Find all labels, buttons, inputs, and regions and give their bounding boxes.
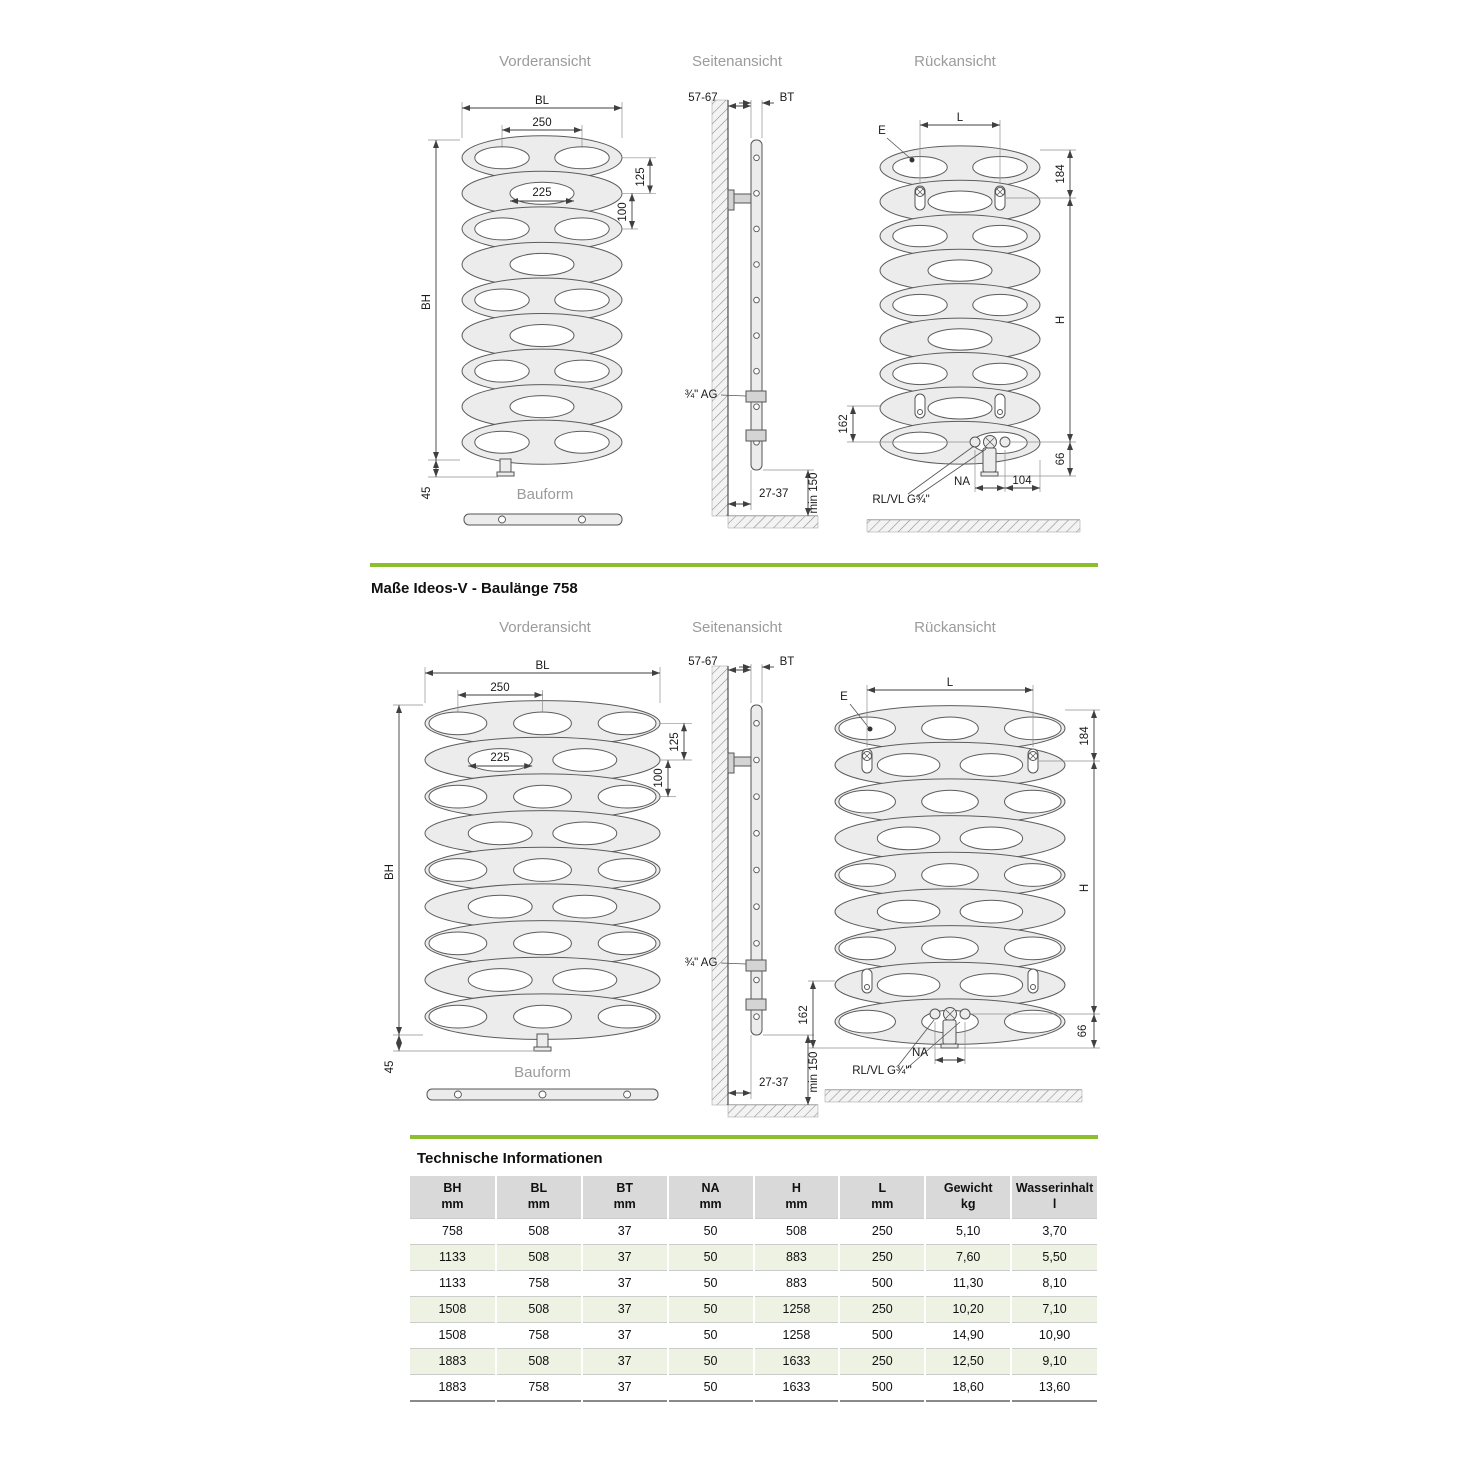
table-cell: 508 [496,1348,582,1374]
table-cell: 8,10 [1011,1270,1097,1296]
side-view [685,92,820,528]
table-cell: 37 [582,1296,668,1322]
table-cell: 883 [754,1244,840,1270]
table-cell: 11,30 [925,1270,1011,1296]
side-dimension-annotations [721,100,814,516]
dim-label-rlvl: RL/VL G¾" [872,494,930,506]
table-cell: 1633 [754,1348,840,1374]
table-cell: 508 [496,1244,582,1270]
table-cell: 10,20 [925,1296,1011,1322]
table-header-cell: BL mm [496,1176,582,1218]
side-dimension-annotations [721,664,814,1105]
table-cell: 12,50 [925,1348,1011,1374]
mounting-bracket-bottom-left [862,969,872,993]
table-cell: 508 [754,1218,840,1244]
table-body [410,1218,1097,1401]
radiator-side-profile [751,140,762,470]
table-cell: 883 [754,1270,840,1296]
dim-label-184: 184 [1055,164,1067,184]
view-label-side: Seitenansicht [691,619,783,636]
mounting-bracket-bottom-right [1028,969,1038,993]
dim-label-bt: BT [779,656,795,668]
table-header-cell: BT mm [582,1176,668,1218]
ag-fitting-lower [746,430,766,441]
view-label-rear: Rückansicht [914,619,996,636]
wall-hatch [712,100,728,516]
bauform-label: Bauform [516,486,574,503]
dim-label-bt: BT [779,92,795,104]
table-cell: 250 [839,1218,925,1244]
view-label-side: Seitenansicht [691,53,783,70]
dim-label-h: H [1079,883,1091,893]
mounting-bracket-bottom-right [995,394,1005,418]
table-cell: 5,50 [1011,1244,1097,1270]
ag-fitting-lower [746,999,766,1010]
technical-info-table [410,1176,1097,1402]
table-cell: 37 [582,1218,668,1244]
table-header-cell: Gewicht kg [925,1176,1011,1218]
table-cell: 500 [839,1322,925,1348]
technical-info-table-container [410,1176,1097,1402]
rear-radiator-body [880,146,1040,464]
table-row [410,1244,1097,1270]
table-row [410,1296,1097,1322]
dim-label-125: 125 [669,732,681,752]
valve-stub [537,1034,548,1047]
dim-label-45: 45 [384,1060,396,1074]
side-view [685,656,820,1117]
table-cell: 1883 [410,1374,496,1401]
table-cell: 50 [668,1348,754,1374]
wall-bracket-plate [728,190,734,210]
table-cell: 250 [839,1348,925,1374]
mounting-bracket-top-right [995,186,1005,210]
table-cell: 508 [496,1296,582,1322]
table-head [410,1176,1097,1218]
dim-label-min150: min 150 [808,472,820,514]
rear-view [798,677,1100,1102]
bauform-label: Bauform [514,1064,571,1081]
table-cell: 50 [668,1322,754,1348]
rear-view [838,112,1080,532]
table-cell: 5,10 [925,1218,1011,1244]
front-view [384,660,692,1100]
wall-hatch [712,666,728,1105]
dimension-drawing-bottom [370,600,1100,1140]
dim-label-na: NA [954,476,970,488]
dim-label-ag: ¾" AG [684,389,718,401]
dim-label-bl: BL [534,95,550,107]
table-cell: 50 [668,1244,754,1270]
rear-floor-hatch [825,1090,1082,1102]
ag-fitting-upper [746,391,766,402]
mounting-bracket-top-left [862,749,872,773]
table-cell: 18,60 [925,1374,1011,1401]
dim-label-66: 66 [1077,1024,1089,1038]
ag-fitting-upper [746,960,766,971]
table-row [410,1218,1097,1244]
dim-label-l: L [956,112,964,124]
table-row [410,1270,1097,1296]
table-cell: 250 [839,1296,925,1322]
dim-label-e: E [878,125,886,137]
table-cell: 758 [496,1270,582,1296]
bauform-section-drawing [464,514,622,525]
table-row [410,1348,1097,1374]
section-divider [370,563,1098,567]
dim-label-57-67: 57-67 [688,656,718,668]
section2-heading: Maße Ideos-V - Baulänge 758 [371,580,578,597]
dim-label-45: 45 [421,486,433,500]
table-cell: 508 [496,1218,582,1244]
wall-bracket-arm [734,757,751,766]
dim-label-100: 100 [653,768,665,788]
dim-label-l: L [946,677,954,689]
view-label-front: Vorderansicht [499,619,591,636]
dim-label-27-37: 27-37 [759,1077,789,1089]
table-header-cell: Wasserinhalt l [1011,1176,1097,1218]
table-row [410,1322,1097,1348]
table-title: Technische Informationen [417,1150,603,1167]
mounting-bracket-top-right [1028,749,1038,773]
table-cell: 1508 [410,1322,496,1348]
dim-label-250: 250 [532,117,552,129]
dim-label-104: 104 [1012,475,1032,487]
table-row [410,1374,1097,1401]
mounting-bracket-top-left [915,186,925,210]
table-cell: 9,10 [1011,1348,1097,1374]
table-cell: 7,60 [925,1244,1011,1270]
table-cell: 250 [839,1244,925,1270]
table-cell: 7,10 [1011,1296,1097,1322]
dim-label-162: 162 [838,414,850,434]
floor-hatch [728,516,818,528]
table-cell: 1633 [754,1374,840,1401]
table-cell: 13,60 [1011,1374,1097,1401]
table-header-cell: NA mm [668,1176,754,1218]
table-cell: 37 [582,1244,668,1270]
rear-floor-hatch [867,520,1080,532]
table-cell: 50 [668,1218,754,1244]
dim-label-bh: BH [421,294,433,310]
table-cell: 14,90 [925,1322,1011,1348]
dim-label-66: 66 [1055,452,1067,466]
dim-label-225: 225 [490,752,510,764]
dim-label-e: E [840,691,848,703]
table-cell: 500 [839,1374,925,1401]
valve-cap [497,472,514,476]
table-cell: 1133 [410,1270,496,1296]
front-radiator-body [462,136,622,465]
table-cell: 10,90 [1011,1322,1097,1348]
dim-label-184: 184 [1079,726,1091,746]
wall-bracket-plate [728,753,734,773]
valve-stub [500,459,511,472]
table-cell: 758 [496,1374,582,1401]
table-cell: 1258 [754,1296,840,1322]
table-cell: 50 [668,1270,754,1296]
table-cell: 3,70 [1011,1218,1097,1244]
dim-label-162: 162 [798,1005,810,1025]
dim-label-27-37: 27-37 [759,488,789,500]
dim-label-rlvl: RL/VL G¾"' [852,1065,912,1077]
table-header-cell: H mm [754,1176,840,1218]
table-header-cell: BH mm [410,1176,496,1218]
floor-hatch [728,1105,818,1117]
table-cell: 758 [410,1218,496,1244]
front-radiator-body [425,701,660,1040]
dim-label-250: 250 [490,682,510,694]
wall-bracket-arm [734,194,751,203]
table-cell: 500 [839,1270,925,1296]
dimension-drawing-top [370,40,1100,560]
dim-label-57-67: 57-67 [688,92,718,104]
table-cell: 37 [582,1270,668,1296]
valve-cap [534,1047,551,1051]
table-cell: 37 [582,1374,668,1401]
dim-label-na: NA [912,1047,928,1059]
table-cell: 37 [582,1348,668,1374]
table-cell: 37 [582,1322,668,1348]
table-header-cell: L mm [839,1176,925,1218]
view-label-front: Vorderansicht [499,53,591,70]
table-cell: 50 [668,1296,754,1322]
table-cell: 758 [496,1322,582,1348]
table-cell: 1133 [410,1244,496,1270]
table-cell: 50 [668,1374,754,1401]
dim-label-ag: ¾" AG [684,957,718,969]
table-divider [410,1135,1098,1139]
view-label-rear: Rückansicht [914,53,996,70]
dim-label-min150: min 150 [808,1051,820,1093]
dim-label-125: 125 [635,167,647,187]
dim-label-bl: BL [535,660,550,672]
dim-label-100: 100 [617,202,629,222]
dim-label-bh: BH [384,864,396,880]
dim-label-225: 225 [532,187,552,199]
table-cell: 1883 [410,1348,496,1374]
front-view [421,95,656,525]
dim-label-h: H [1055,315,1067,325]
bauform-section-drawing [427,1089,658,1100]
table-cell: 1508 [410,1296,496,1322]
table-cell: 1258 [754,1322,840,1348]
table-header-row [410,1176,1097,1218]
mounting-bracket-bottom-left [915,394,925,418]
